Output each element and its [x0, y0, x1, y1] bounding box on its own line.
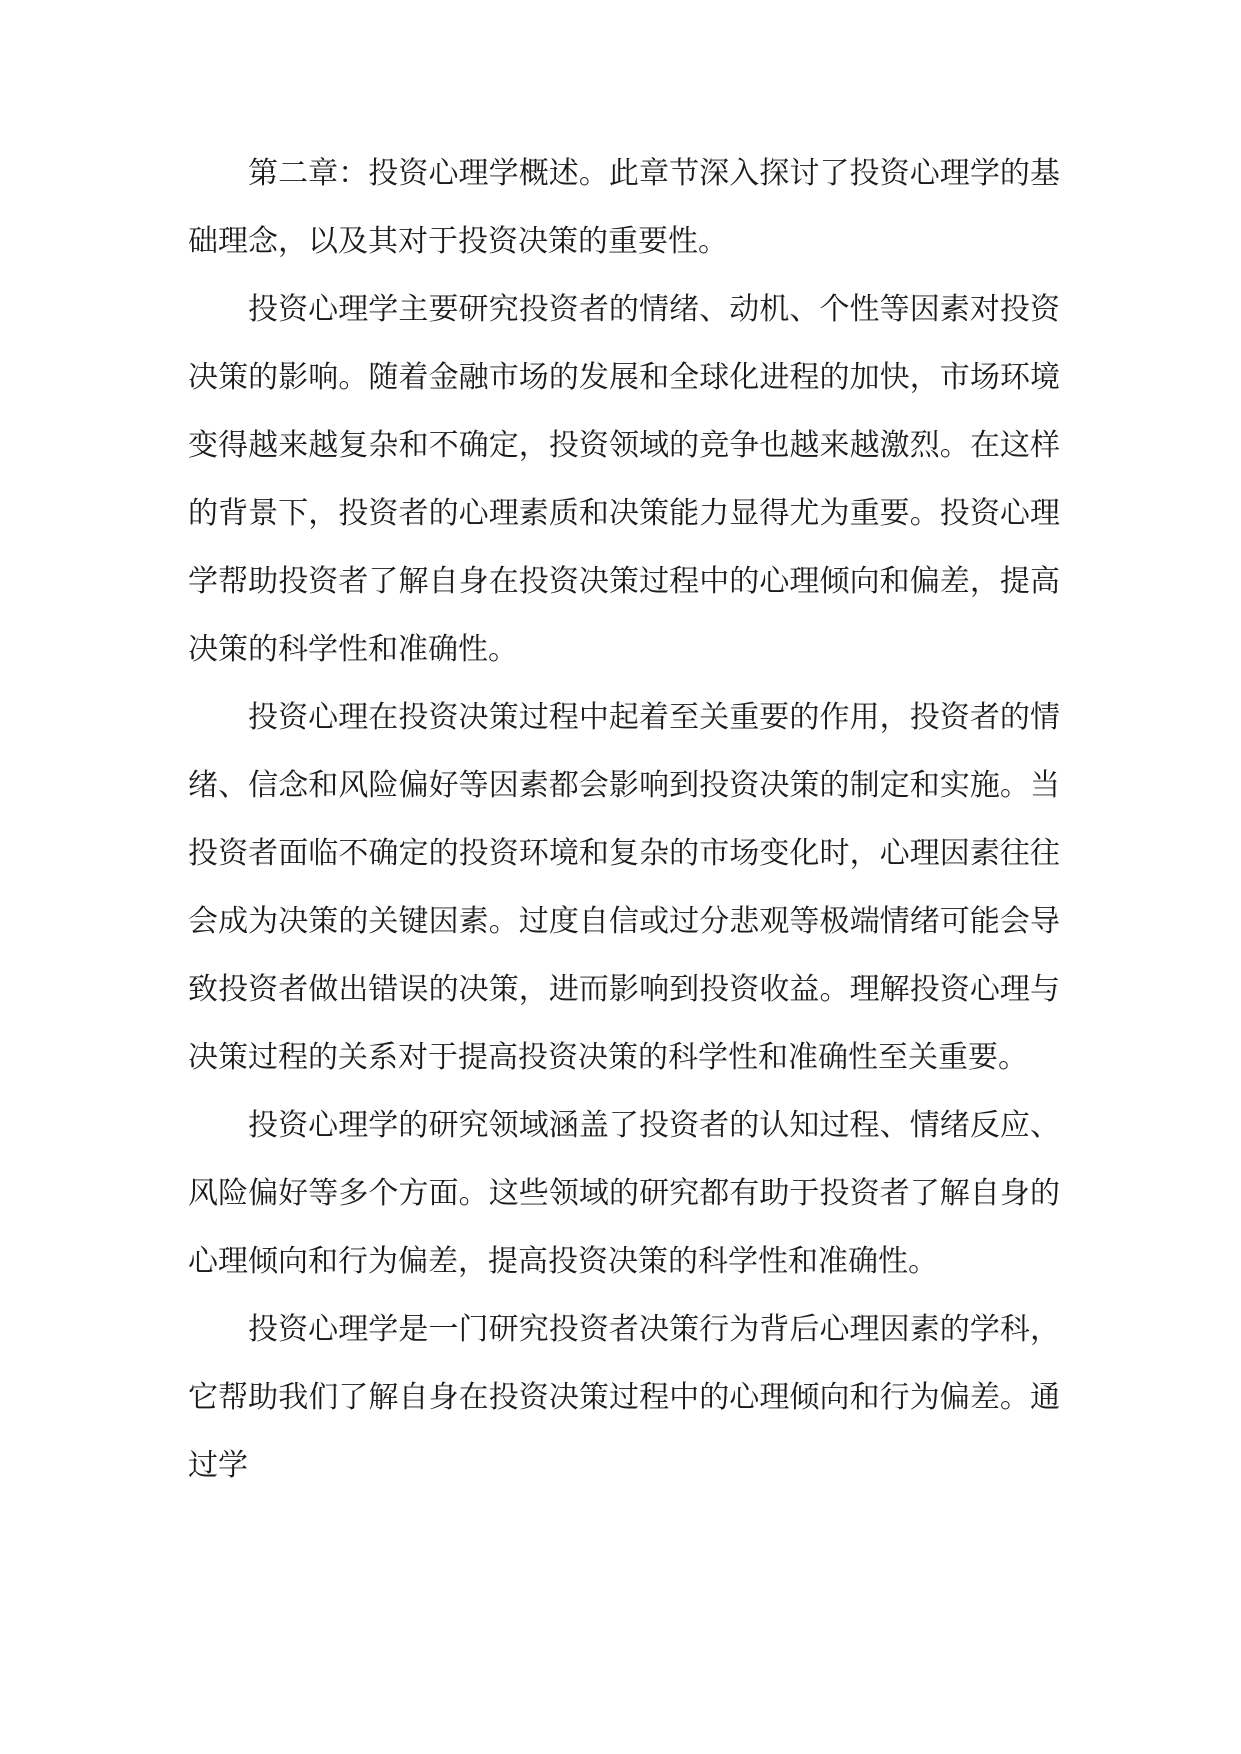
document-body	[188, 140, 1060, 1500]
paragraph-role: 投资心理在投资决策过程中起着至关重要的作用，投资者的情绪、信念和风险偏好等因素都会影响到投资决策的制定和实施。当投资者面临不确定的投资环境和复杂的市场变化时，心理因素往往会成为决策的关键因素。过度自信或过分悲观等极端情绪可能会导致投资者做出错误的决策，进而影响到投资收益。理解投资心理与决策过程的关系对于提高投资决策的科学性和准确性至关重要。	[188, 700, 1060, 1075]
paragraph-discipline: 投资心理学是一门研究投资者决策行为背后心理因素的学科，它帮助我们了解自身在投资决策过程中的心理倾向和行为偏差。通过学	[188, 1312, 1060, 1483]
paragraph-definition: 投资心理学主要研究投资者的情绪、动机、个性等因素对投资决策的影响。随着金融市场的发展和全球化进程的加快，市场环境变得越来越复杂和不确定，投资领域的竞争也越来越激烈。在这样的背景下，投资者的心理素质和决策能力显得尤为重要。投资心理学帮助投资者了解自身在投资决策过程中的心理倾向和偏差，提高决策的科学性和准确性。	[188, 292, 1060, 667]
paragraph-chapter-intro: 第二章：投资心理学概述。此章节深入探讨了投资心理学的基础理念，以及其对于投资决策的重要性。	[188, 156, 1060, 259]
paragraph-research-fields: 投资心理学的研究领域涵盖了投资者的认知过程、情绪反应、风险偏好等多个方面。这些领域的研究都有助于投资者了解自身的心理倾向和行为偏差，提高投资决策的科学性和准确性。	[188, 1108, 1060, 1279]
